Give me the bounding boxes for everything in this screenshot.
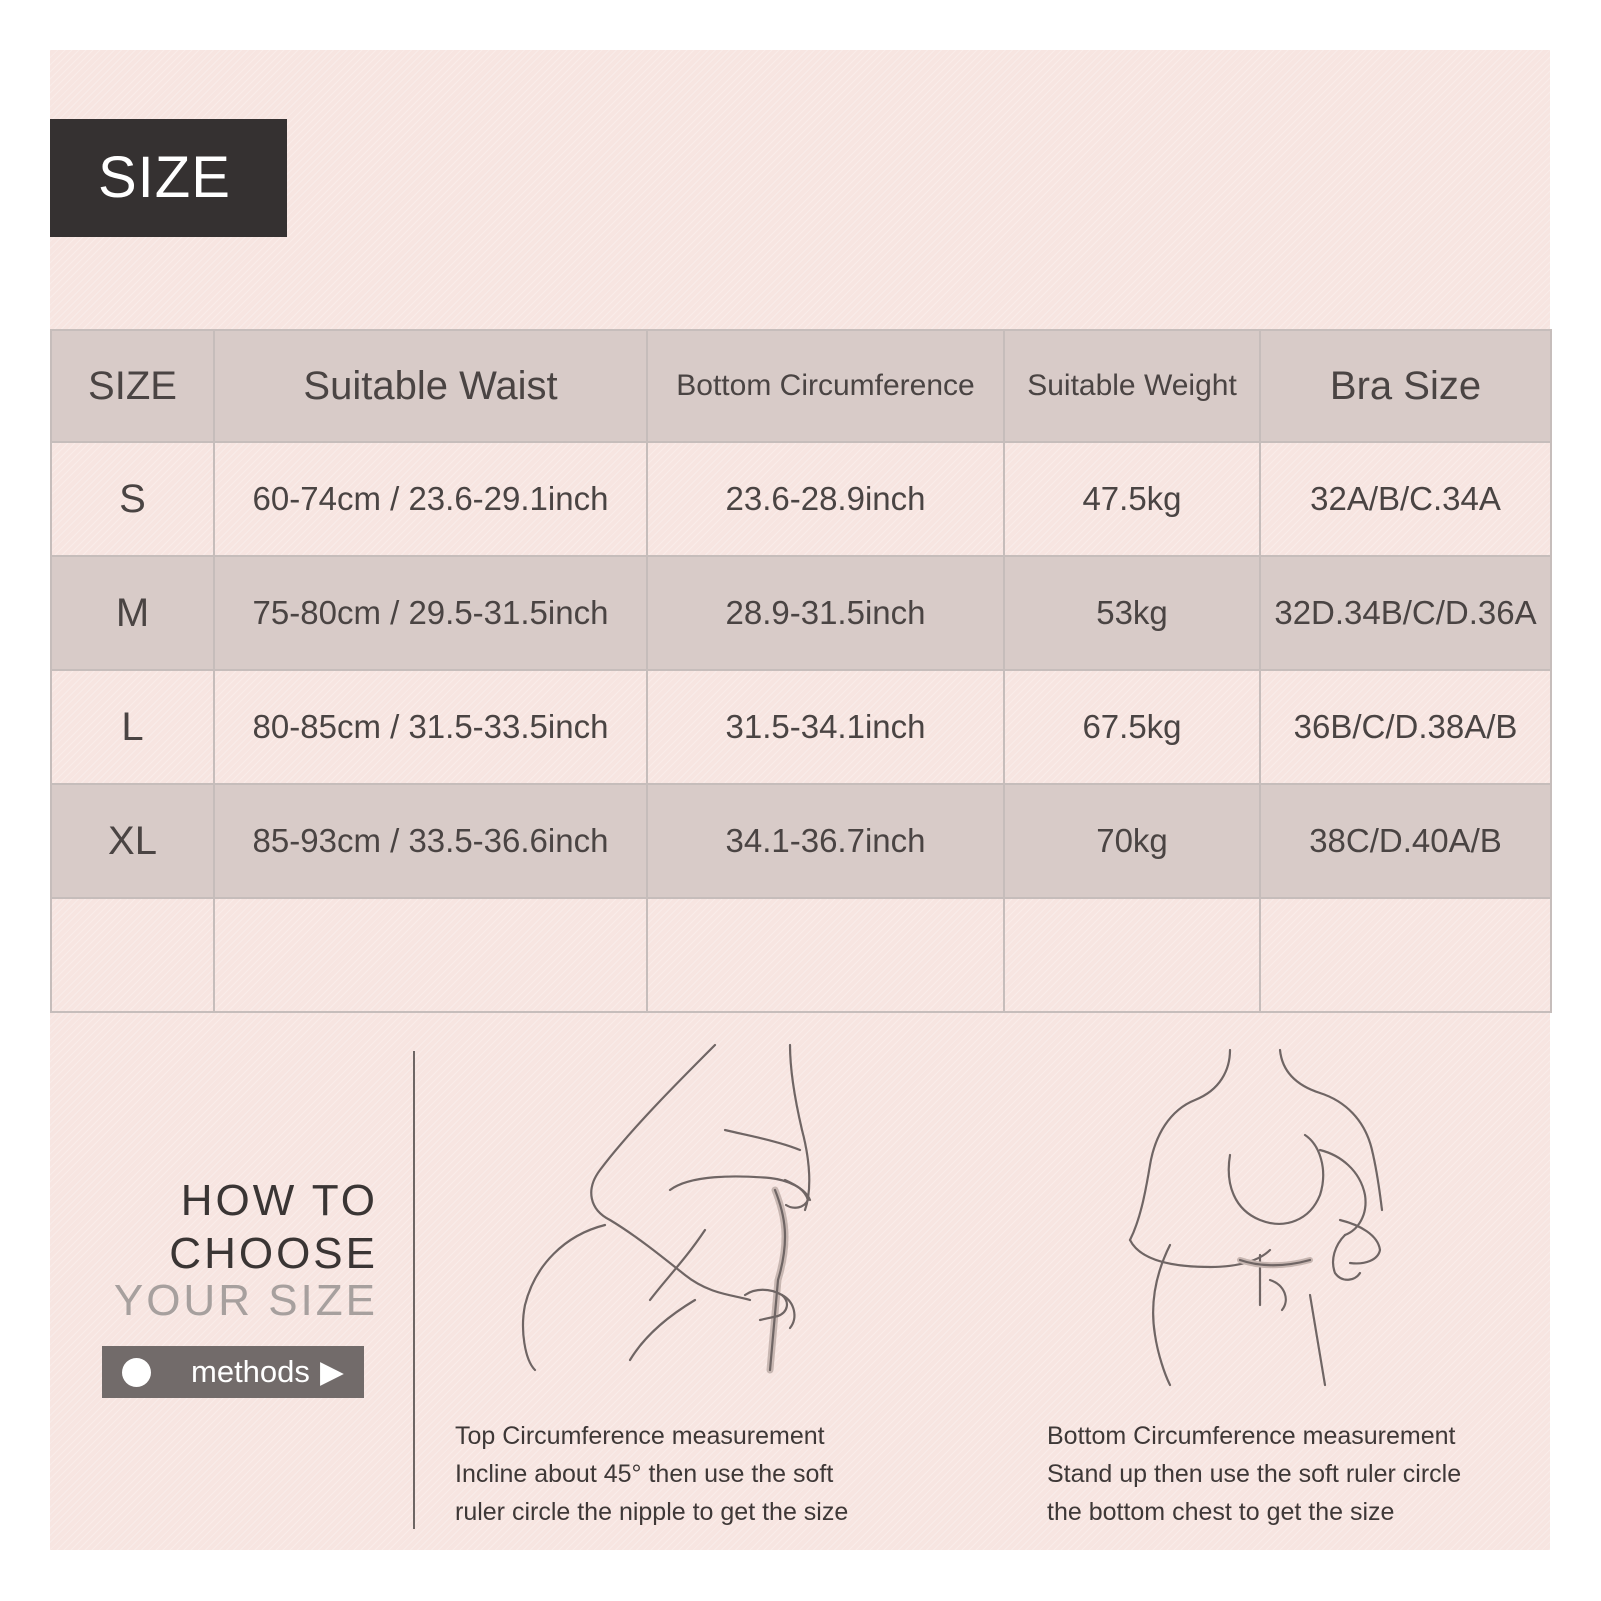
bottom-measurement-caption [1047,1417,1461,1531]
circle-bullet-icon [122,1358,151,1387]
table-header-row [51,330,1551,442]
table-row [51,442,1551,556]
empty-cell [1004,898,1260,1012]
weight-cell: 53kg [1004,556,1260,670]
size-cell: S [51,442,214,556]
size-table [50,329,1552,1013]
top-circumference-illustration [520,1040,850,1390]
methods-label: methods [191,1354,310,1389]
bottom-circumference-cell: 34.1-36.7inch [647,784,1004,898]
waist-cell: 80-85cm / 31.5-33.5inch [214,670,647,784]
waist-cell: 60-74cm / 23.6-29.1inch [214,442,647,556]
play-arrow-icon: ▶ [320,1354,344,1389]
bra-size-cell: 32A/B/C.34A [1260,442,1551,556]
caption-line: Top Circumference measurement [455,1422,825,1450]
bottom-circumference-illustration [1110,1045,1440,1390]
weight-cell: 47.5kg [1004,442,1260,556]
table-row [51,784,1551,898]
vertical-divider [413,1051,415,1529]
table-row [51,670,1551,784]
column-header-weight: Suitable Weight [1004,330,1260,442]
empty-cell [647,898,1004,1012]
caption-line: Bottom Circumference measurement [1047,1422,1456,1450]
bottom-circumference-cell: 31.5-34.1inch [647,670,1004,784]
empty-cell [1260,898,1551,1012]
methods-button[interactable] [102,1346,364,1398]
table-row-empty [51,898,1551,1012]
bra-size-cell: 36B/C/D.38A/B [1260,670,1551,784]
howto-heading-line-3: YOUR SIZE [113,1276,378,1325]
caption-line: the bottom chest to get the size [1047,1498,1395,1526]
size-title-badge: SIZE [50,119,287,237]
bra-size-cell: 38C/D.40A/B [1260,784,1551,898]
howto-heading-line-2: CHOOSE [169,1229,378,1278]
size-cell: M [51,556,214,670]
table-row [51,556,1551,670]
bottom-circumference-cell: 28.9-31.5inch [647,556,1004,670]
caption-line: ruler circle the nipple to get the size [455,1498,849,1526]
empty-cell [51,898,214,1012]
column-header-bra-size: Bra Size [1260,330,1551,442]
caption-line: Stand up then use the soft ruler circle [1047,1460,1462,1488]
column-header-size: SIZE [51,330,214,442]
waist-cell: 75-80cm / 29.5-31.5inch [214,556,647,670]
howto-heading-line-1: HOW TO [180,1176,378,1225]
weight-cell: 70kg [1004,784,1260,898]
weight-cell: 67.5kg [1004,670,1260,784]
column-header-bottom-circumference: Bottom Circumference [647,330,1004,442]
size-cell: L [51,670,214,784]
bottom-circumference-cell: 23.6-28.9inch [647,442,1004,556]
empty-cell [214,898,647,1012]
column-header-waist: Suitable Waist [214,330,647,442]
caption-line: Incline about 45° then use the soft [455,1460,834,1488]
bra-size-cell: 32D.34B/C/D.36A [1260,556,1551,670]
top-measurement-caption [455,1417,848,1531]
waist-cell: 85-93cm / 33.5-36.6inch [214,784,647,898]
size-cell: XL [51,784,214,898]
